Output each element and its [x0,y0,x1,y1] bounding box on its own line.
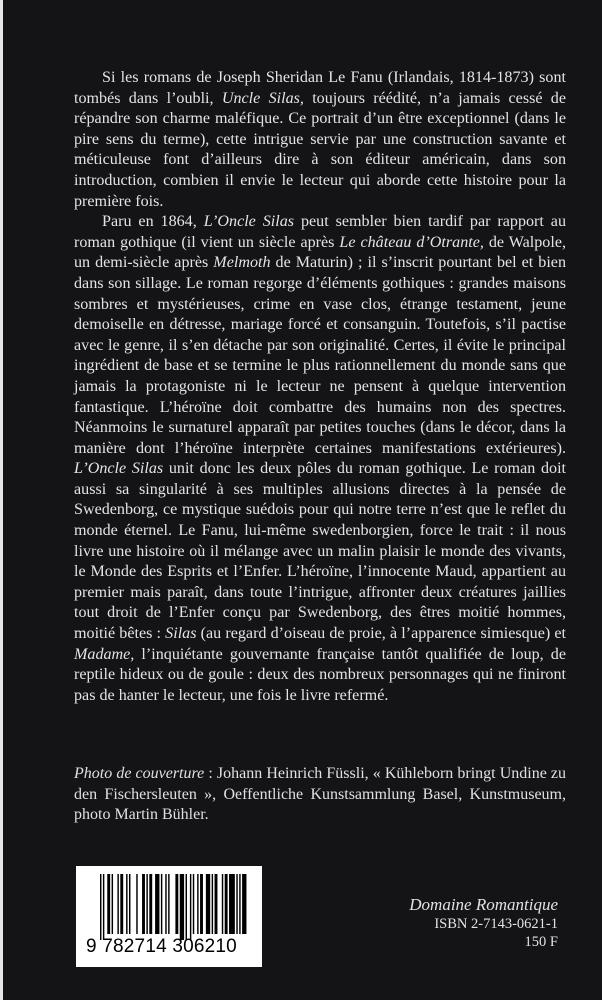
blurb-paragraph-1 [74,68,566,212]
series-name: Domaine Romantique [409,895,558,914]
barcode [76,866,262,967]
isbn: ISBN 2-7143-0621-1 [434,916,558,932]
name-silas: Silas [165,625,197,643]
price: 150 F [524,934,558,950]
blurb-text-run: de Maturin) ; il s’inscrit pourtant bel et bien dans son sillage. Le roman regorge d’éléments gothiques : grandes maisons sombres et mystérieuses, crime en vase clos, étrange testament, jeune demoiselle en détresse, mariage forcé et consanguin. Toutefois, s’il pactise avec le genre, il s’en détache par son originalité. Certes, il évite le principal ingrédient de base et se termine le plus rationnellement du monde sans que jamais la protagoniste ni le lecteur ne pensent à quelque intervention fantastique. L’héroïne doit combattre des humains non des spectres. Néanmoins le surnaturel apparaît par petites touches (dans le décor, dans la manière dont l’héroïne interprète certaines manifestations extérieures). [74,254,566,457]
title-oncle-silas: L’Oncle Silas [74,460,164,478]
credit-text: : Johann Heinrich Füssli, « Kühleborn bringt Undine zu den Fischersleuten », Oeffentliche Kunstsammlung Basel, Kunstmuseum, photo Martin Bühler. [74,765,567,824]
title-melmoth: Melmoth [213,254,271,272]
blurb-text-run: Paru en 1864, [102,213,204,231]
blurb-text-run: l’inquiétante gouvernante française tantôt qualifiée de loup, de reptile hideux ou de goule : deux des nombreux personnages qui ne finiront pas de hanter le lecteur, une fois le livre refermé. [74,645,566,704]
blurb-text-run: Si les romans de Joseph Sheridan Le Fanu (Irlandais, 1814-1873) sont tombés dans l’oubli, [74,69,566,107]
blurb-text-run: toujours réédité, n’a jamais cessé de répandre son charme maléfique. Ce portrait d’un être exceptionnel (dans le pire sens du terme), cette intrigue servie par une construction savante et méticuleuse font d’ailleurs dire à son éditeur américain, dans son introduction, combien il envie le lecteur qui aborde cette histoire pour la première fois. [74,89,566,210]
name-madame: Madame, [74,645,135,663]
credit-label: Photo de couverture [74,765,205,782]
publisher-info [409,894,558,951]
blurb-paragraph-2 [74,212,566,706]
title-oncle-silas: L’Oncle Silas [203,213,295,231]
blurb-text [74,68,566,706]
barcode-digits: 9 782714 306210 [86,936,237,957]
blurb-text-run: unit donc les deux pôles du roman gothique. Le roman doit aussi sa singularité à ses multiples allusions directes à la pensée de Swedenborg, ce mystique suédois pour qui notre terre n’est que le reflet du monde éternel. Le Fanu, lui-même swedenborgien, force le trait : il nous livre une histoire où il mélange avec un malin plaisir le monde des vivants, le Monde des Esprits et l’Enfer. L’héroïne, l’innocente Maud, appartient au premier mais paraît, dans toute l’intrigue, affronter deux créatures jaillies tout droit de l’Enfer conçu par Swedenborg, des êtres moitié hommes, moitié bêtes : [74,460,567,643]
title-chateau-otrante: Le château d’Otrante, [339,233,484,251]
title-uncle-silas: Uncle Silas, [221,89,304,107]
blurb-text-run: de Walpole, un demi-siècle après [74,233,566,272]
blurb-text-run: (au regard d’oiseau de proie, à l’apparence simiesque) et [196,625,566,643]
cover-photo-credit [74,764,566,826]
blurb-text-run: peut sembler bien tardif par rapport au roman gothique (il vient un siècle après [74,213,566,251]
